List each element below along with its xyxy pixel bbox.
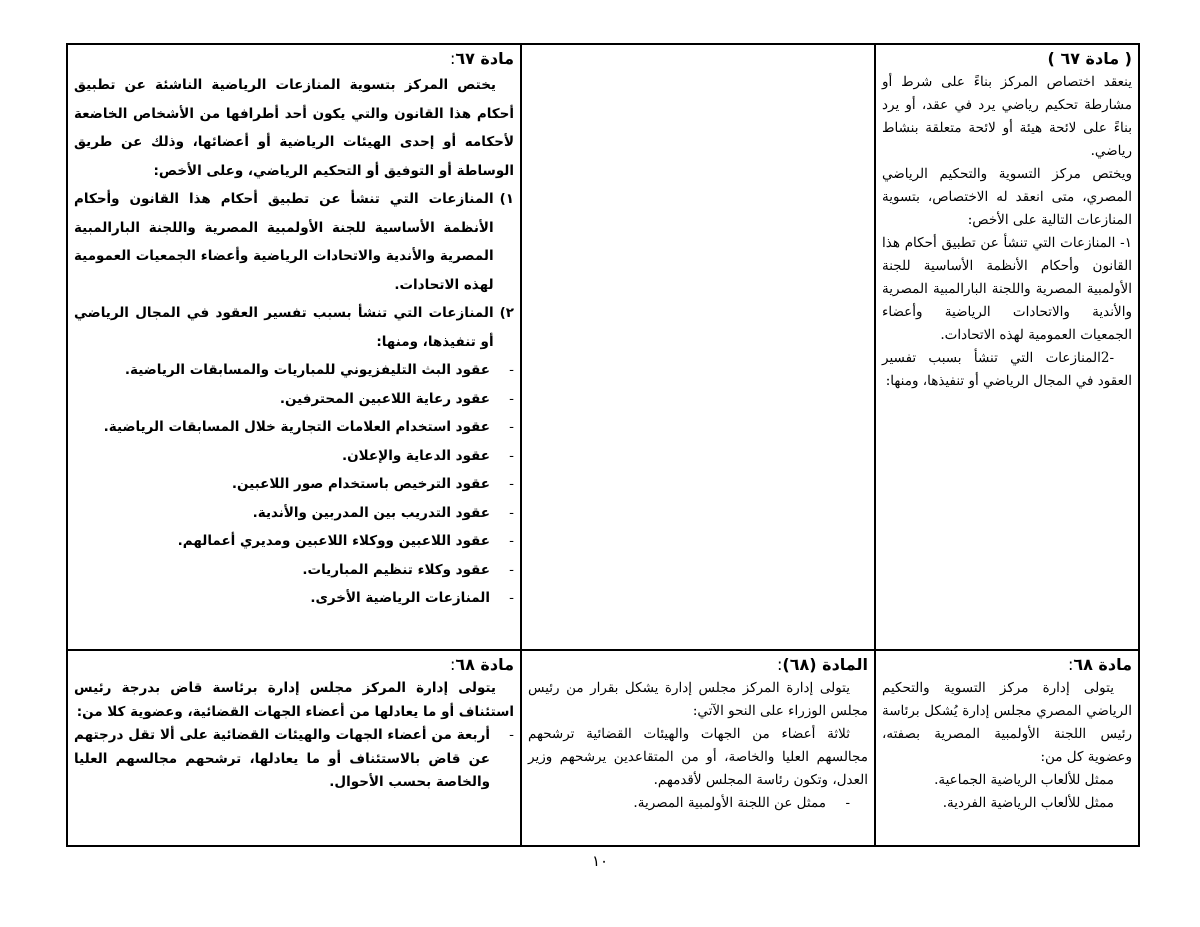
article-heading: [74, 653, 514, 677]
dash-bullet: -: [509, 590, 514, 606]
item-text: عقود وكلاء تنظيم المباريات.: [302, 561, 490, 578]
table-row: [67, 44, 1139, 650]
list-item: [74, 724, 514, 795]
dash-bullet: -: [509, 561, 514, 578]
paragraph: يختص المركز بتسوية المنازعات الرياضية الناشئة عن تطبيق أحكام هذا القانون والتي يكون أحد أطرافها من الأشخاص الخاضعة لأحكامه أو إحدى الهيئات الرياضية أو أعضائها، وذلك عن طريق الوساطة أو التوفيق أو التحكيم الرياضي، وعلى الأخص:: [74, 77, 514, 179]
item-text: عقود التدريب بين المدربين والأندية.: [252, 504, 490, 521]
heading-text: المادة (٦٨): [782, 655, 868, 674]
cell-left-article-67: [67, 44, 521, 650]
heading-colon: :: [777, 655, 783, 674]
heading-text: مادة ٦٧: [455, 49, 514, 68]
item-text: عقود الترخيص باستخدام صور اللاعبين.: [231, 476, 490, 492]
dash-bullet: -: [509, 390, 514, 407]
heading-text: مادة ٦٨: [1073, 655, 1132, 674]
dash-bullet: -: [509, 476, 514, 492]
paragraph: ممثل للألعاب الرياضية الفردية.: [942, 795, 1114, 811]
list-item: [74, 385, 514, 414]
dash-bullet: -: [509, 533, 514, 549]
dash-bullet: -: [509, 727, 514, 743]
article-heading: ( مادة ٦٧ ): [1047, 49, 1132, 68]
list-item: [74, 527, 514, 556]
item-text: عقود البث التليفزيوني للمباريات والمسابقات الرياضية.: [124, 362, 490, 378]
heading-text: مادة ٦٨: [455, 655, 514, 674]
item-text: المنازعات الرياضية الأخرى.: [310, 590, 490, 606]
paragraph: ويختص مركز التسوية والتحكيم الرياضي المصري، متى انعقد له الاختصاص، بتسوية المنازعات التالية على الأخص:: [882, 166, 1132, 228]
item-text: ممثل عن اللجنة الأولمبية المصرية.: [633, 795, 826, 811]
list-item: [74, 556, 514, 585]
item-text: عقود استخدام العلامات التجارية خلال المسابقات الرياضية.: [103, 419, 490, 435]
paragraph: ثلاثة أعضاء من الجهات والهيئات القضائية ترشحهم مجالسهم العليا والخاصة، أو من المتقاعدين يرشحهم وزير العدل، وتكون رئاسة المجلس لأقدمهم.: [528, 726, 868, 788]
item-text: أربعة من أعضاء الجهات والهيئات القضائية على ألا تقل درجتهم عن قاض بالاستئناف أو ما يعادلها، ترشحهم مجالسهم العليا والخاصة بحسب الأحوال.: [74, 727, 490, 790]
heading-colon: :: [449, 655, 456, 674]
list-item: [528, 792, 868, 815]
list-item: [74, 584, 514, 613]
dash-bullet: -: [509, 419, 514, 435]
paragraph: يتولى إدارة المركز مجلس إدارة برئاسة قاض بدرجة رئيس استئناف أو ما يعادلها من أعضاء الجهات القضائية، وعضوية كلا من:: [74, 680, 514, 720]
paragraph: ١- المنازعات التي تنشأ عن تطبيق أحكام هذا القانون وأحكام الأنظمة الأساسية للجنة الأولمبية المصرية واللجنة البارالمبية المصرية والأندية والاتحادات الرياضية وأعضاء الجمعيات العمومية لهذه الاتحادات.: [882, 235, 1132, 343]
numbered-item: [74, 185, 514, 299]
list-item: [74, 499, 514, 528]
cell-right-article-67: [875, 44, 1139, 650]
paragraph: يتولى إدارة المركز مجلس إدارة يشكل بقرار من رئيس مجلس الوزراء على النحو الآتي:: [528, 680, 868, 719]
item-text: عقود الدعاية والإعلان.: [342, 447, 490, 464]
dash-bullet: -: [509, 504, 514, 521]
dash-bullet: -: [845, 795, 850, 811]
article-heading: [882, 653, 1132, 677]
item-number: ٢): [499, 305, 514, 321]
item-text: عقود رعاية اللاعبين المحترفين.: [279, 390, 490, 407]
numbered-item: [74, 299, 514, 356]
article-heading: [74, 47, 514, 71]
paragraph: -2المنازعات التي تنشأ بسبب تفسير العقود في المجال الرياضي أو تنفيذها، ومنها:: [882, 350, 1132, 389]
heading-colon: :: [449, 49, 456, 68]
article-heading: [528, 653, 868, 677]
page-number: ١٠: [591, 852, 609, 870]
list-item: [74, 470, 514, 499]
paragraph: يتولى إدارة مركز التسوية والتحكيم الرياضي المصري مجلس إدارة يُشكل برئاسة رئيس اللجنة الأولمبية المصرية بصفته، وعضوية كل من:: [882, 680, 1132, 765]
cell-middle-article-68: [521, 650, 875, 846]
item-text: المنازعات التي تنشأ بسبب تفسير العقود في المجال الرياضي أو تنفيذها، ومنها:: [74, 305, 494, 350]
paragraph: ينعقد اختصاص المركز بناءً على شرط أو مشارطة تحكيم رياضي يرد في عقد، أو يرد بناءً على لائحة هيئة أو لائحة متعلقة بنشاط رياضي.: [882, 74, 1132, 159]
heading-colon: :: [1067, 655, 1074, 674]
cell-middle-empty: [521, 44, 875, 650]
paragraph: ممثل للألعاب الرياضية الجماعية.: [934, 772, 1114, 788]
dash-bullet: -: [509, 362, 514, 378]
list-item: [74, 356, 514, 385]
dash-bullet: -: [509, 447, 514, 464]
table-row: [67, 650, 1139, 846]
list-item: [74, 413, 514, 442]
item-number: ١): [499, 191, 514, 207]
item-text: المنازعات التي تنشأ عن تطبيق أحكام هذا القانون وأحكام الأنظمة الأساسية للجنة الأولمبية المصرية واللجنة البارالمبية المصرية والأندية والاتحادات الرياضية وأعضاء الجمعيات العمومية لهذه الاتحادات.: [74, 191, 494, 293]
cell-right-article-68: [875, 650, 1139, 846]
cell-left-article-68: [67, 650, 521, 846]
list-item: [74, 442, 514, 471]
comparison-table: [66, 43, 1140, 847]
item-text: عقود اللاعبين ووكلاء اللاعبين ومديري أعمالهم.: [177, 533, 490, 549]
